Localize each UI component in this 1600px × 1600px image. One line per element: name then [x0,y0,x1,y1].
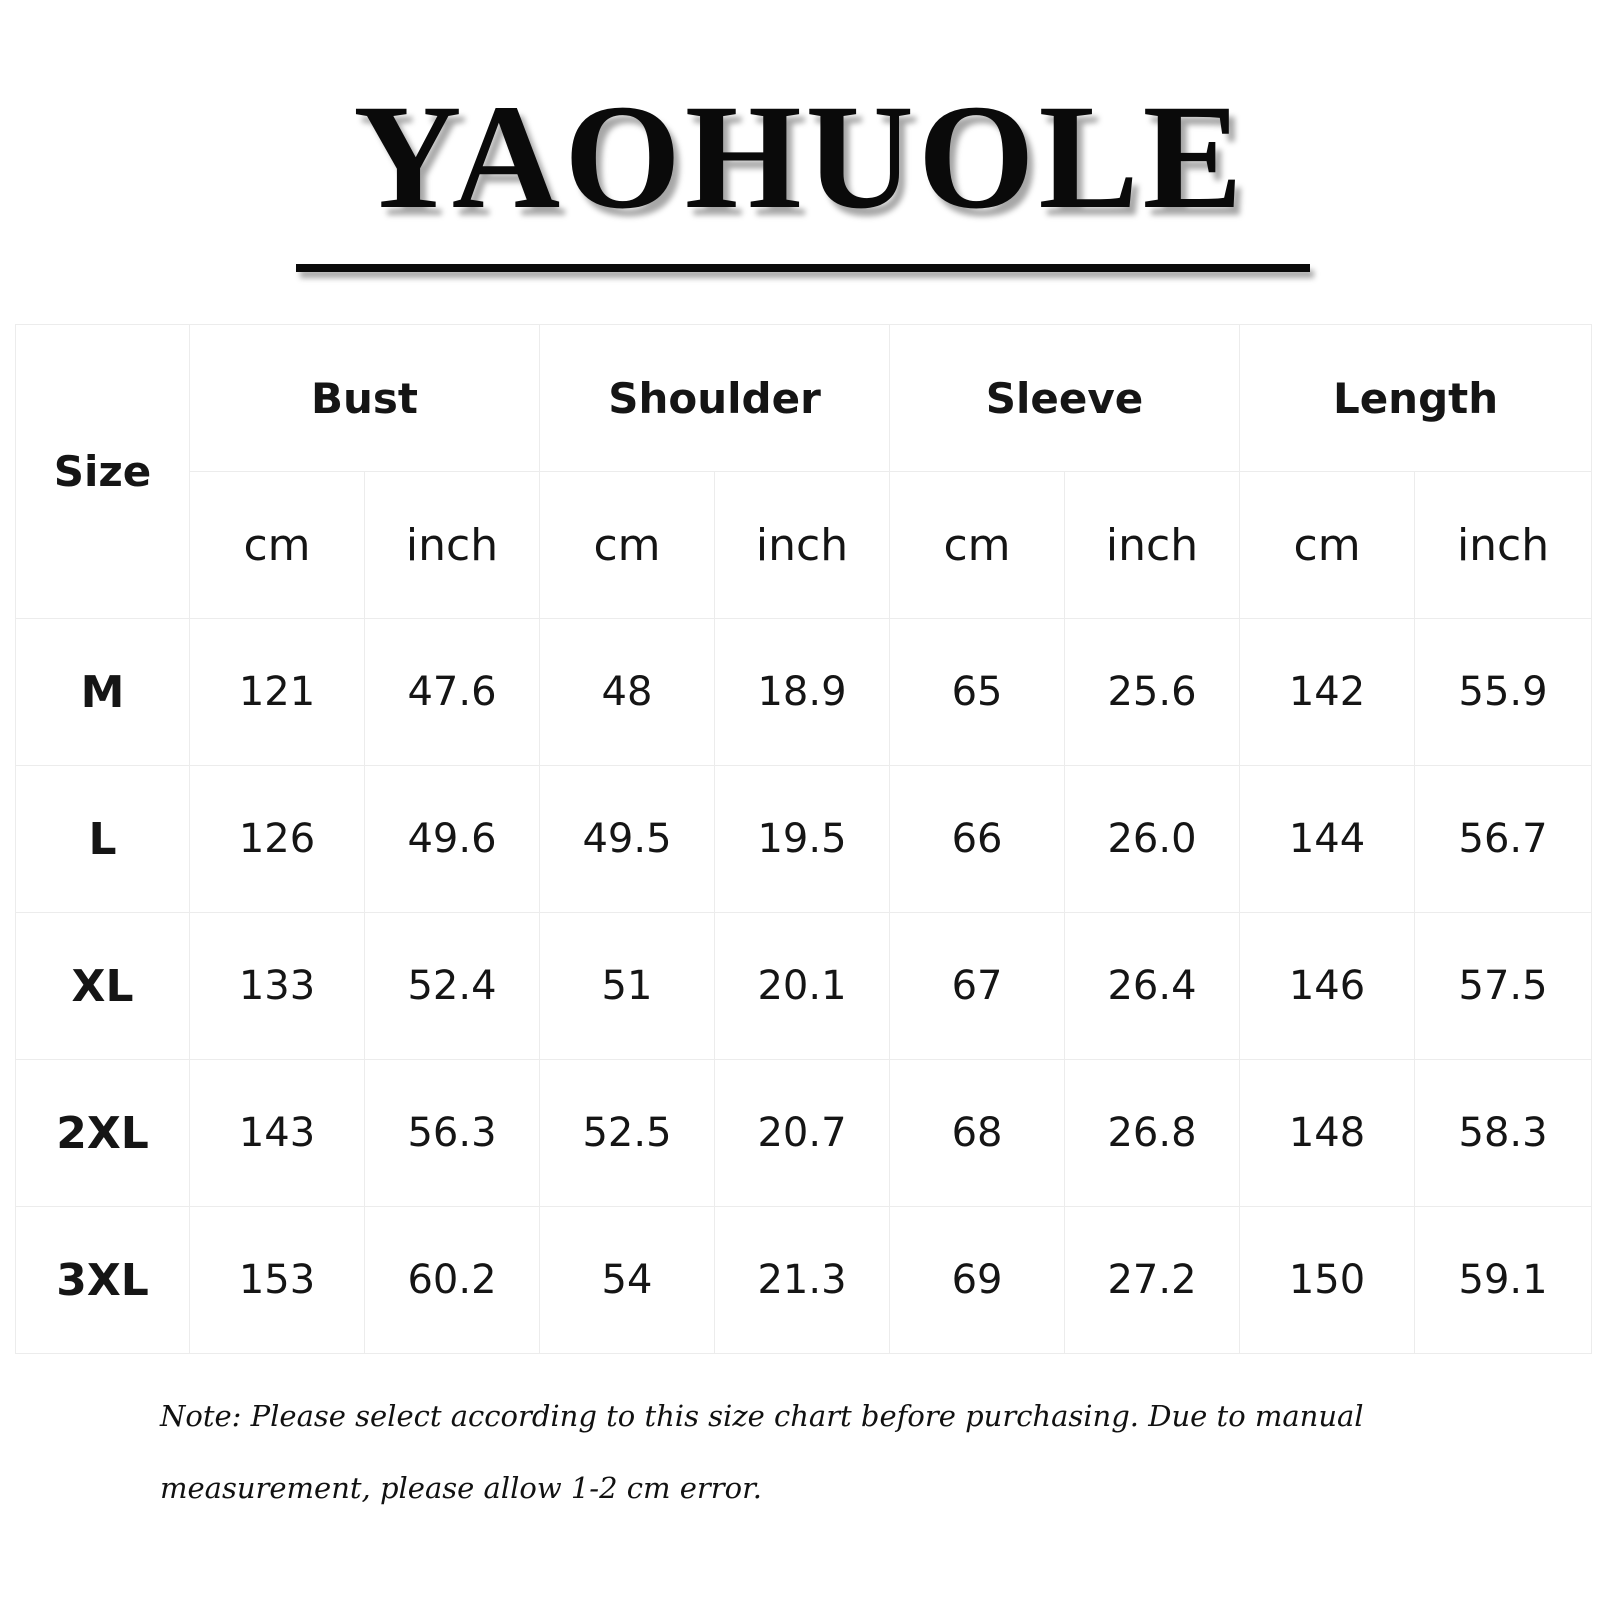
table-cell: 142 [1240,619,1415,766]
table-cell: 143 [190,1060,365,1207]
unit-header: inch [715,472,890,619]
size-label: XL [16,913,190,1060]
table-cell: 48 [540,619,715,766]
unit-header: inch [1415,472,1592,619]
header-row-units [16,472,1592,619]
unit-header: cm [1240,472,1415,619]
table-cell: 47.6 [365,619,540,766]
group-header-length: Length [1240,325,1592,472]
table-cell: 58.3 [1415,1060,1592,1207]
unit-header: cm [190,472,365,619]
table-cell: 69 [890,1207,1065,1354]
table-cell: 56.3 [365,1060,540,1207]
table-cell: 26.8 [1065,1060,1240,1207]
table-cell: 25.6 [1065,619,1240,766]
table-row [16,913,1592,1060]
table-cell: 54 [540,1207,715,1354]
table-cell: 146 [1240,913,1415,1060]
table-cell: 18.9 [715,619,890,766]
size-chart-table [15,324,1592,1354]
table-cell: 19.5 [715,766,890,913]
table-row [16,1207,1592,1354]
table-cell: 20.7 [715,1060,890,1207]
table-cell: 66 [890,766,1065,913]
header-row-groups [16,325,1592,472]
table-cell: 67 [890,913,1065,1060]
table-cell: 26.4 [1065,913,1240,1060]
unit-header: inch [1065,472,1240,619]
table-cell: 51 [540,913,715,1060]
table-cell: 68 [890,1060,1065,1207]
table-cell: 21.3 [715,1207,890,1354]
size-header: Size [16,325,190,619]
table-cell: 20.1 [715,913,890,1060]
group-header-bust: Bust [190,325,540,472]
table-row [16,1060,1592,1207]
table-cell: 26.0 [1065,766,1240,913]
table-cell: 150 [1240,1207,1415,1354]
table-cell: 57.5 [1415,913,1592,1060]
table-cell: 65 [890,619,1065,766]
table-cell: 59.1 [1415,1207,1592,1354]
table-cell: 52.4 [365,913,540,1060]
table-row [16,619,1592,766]
unit-header: inch [365,472,540,619]
brand-title: YAOHUOLE [353,74,1247,240]
table-cell: 133 [190,913,365,1060]
table-cell: 27.2 [1065,1207,1240,1354]
table-cell: 55.9 [1415,619,1592,766]
table-cell: 49.6 [365,766,540,913]
unit-header: cm [540,472,715,619]
table-cell: 144 [1240,766,1415,913]
size-label: L [16,766,190,913]
size-label: M [16,619,190,766]
size-label: 2XL [16,1060,190,1207]
group-header-shoulder: Shoulder [540,325,890,472]
table-cell: 121 [190,619,365,766]
group-header-sleeve: Sleeve [890,325,1240,472]
size-label: 3XL [16,1207,190,1354]
table-cell: 49.5 [540,766,715,913]
table-cell: 153 [190,1207,365,1354]
table-cell: 56.7 [1415,766,1592,913]
table-cell: 52.5 [540,1060,715,1207]
table-cell: 148 [1240,1060,1415,1207]
unit-header: cm [890,472,1065,619]
size-note: Note: Please select according to this size chart before purchasing. Due to manual measurement, please allow 1-2 cm error. [160,1399,1364,1505]
table-row [16,766,1592,913]
table-cell: 60.2 [365,1207,540,1354]
table-cell: 126 [190,766,365,913]
title-underline [296,264,1310,272]
